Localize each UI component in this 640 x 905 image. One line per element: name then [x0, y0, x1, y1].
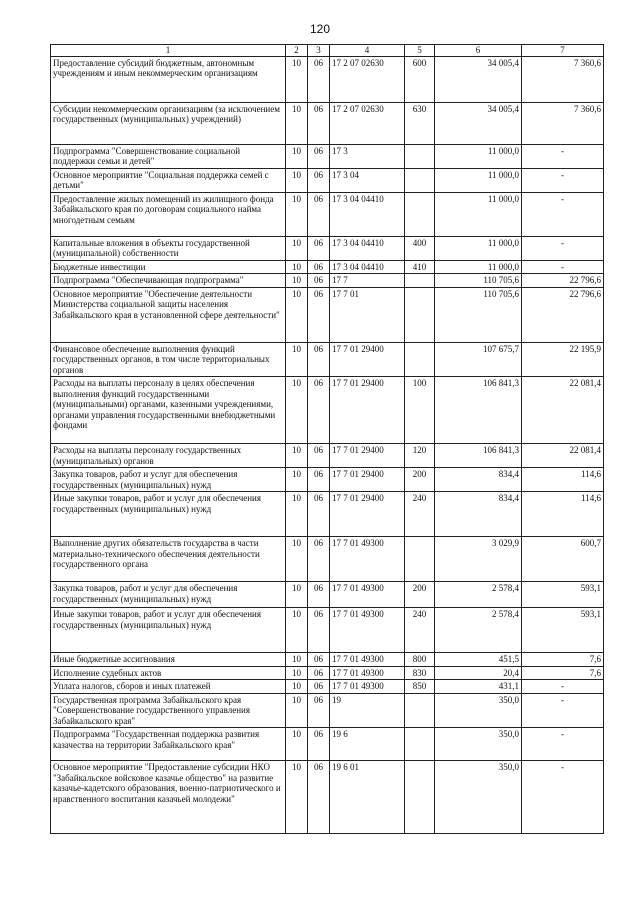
expense-type-code: 240	[405, 608, 435, 653]
target-article-code: 17 2 07 02630	[330, 102, 405, 144]
amount-executed: -	[522, 192, 604, 236]
amount-planned: 451,5	[435, 653, 522, 667]
amount-planned: 350,0	[435, 693, 522, 728]
section-code: 10	[286, 468, 308, 492]
amount-executed: -	[522, 236, 604, 260]
row-description: Расходы на выплаты персоналу государственных (муниципальных) органов	[51, 444, 286, 468]
amount-executed: -	[522, 728, 604, 761]
section-code: 10	[286, 728, 308, 761]
section-code: 10	[286, 680, 308, 694]
target-article-code: 17 7 01 49300	[330, 608, 405, 653]
amount-executed: -	[522, 761, 604, 834]
section-code: 10	[286, 260, 308, 274]
row-description: Подпрограмма "Совершенствование социальной поддержки семьи и детей"	[51, 144, 286, 168]
table-row	[51, 666, 604, 680]
section-code: 10	[286, 287, 308, 342]
row-description: Подпрограмма "Государственная поддержка развития казачества на территории Забайкальского края"	[51, 728, 286, 761]
table-row	[51, 342, 604, 377]
target-article-code: 17 7 01 49300	[330, 680, 405, 694]
subsection-code: 06	[308, 260, 330, 274]
table-row	[51, 492, 604, 537]
table-row	[51, 236, 604, 260]
section-code: 10	[286, 582, 308, 608]
table-row	[51, 377, 604, 444]
expense-type-code: 850	[405, 680, 435, 694]
target-article-code: 17 3 04 04410	[330, 192, 405, 236]
section-code: 10	[286, 56, 308, 102]
amount-planned: 834,4	[435, 468, 522, 492]
target-article-code: 17 7 01 29400	[330, 342, 405, 377]
column-header-3: 3	[308, 45, 330, 57]
target-article-code: 17 3 04	[330, 168, 405, 192]
amount-executed: 7 360,6	[522, 102, 604, 144]
row-description: Основное мероприятие "Обеспечение деятельности Министерства социальной защиты населения Забайкальского края в установленной сфере деятельности"	[51, 287, 286, 342]
target-article-code: 19	[330, 693, 405, 728]
target-article-code: 17 7 01 29400	[330, 492, 405, 537]
column-header-4: 4	[330, 45, 405, 57]
amount-executed: -	[522, 680, 604, 694]
amount-planned: 106 841,3	[435, 444, 522, 468]
row-description: Бюджетные инвестиции	[51, 260, 286, 274]
row-description: Основное мероприятие "Социальная поддержка семей с детьми"	[51, 168, 286, 192]
section-code: 10	[286, 608, 308, 653]
expense-type-code: 630	[405, 102, 435, 144]
target-article-code: 17 7 01 49300	[330, 582, 405, 608]
expense-type-code: 400	[405, 236, 435, 260]
row-description: Закупка товаров, работ и услуг для обеспечения государственных (муниципальных) нужд	[51, 468, 286, 492]
section-code: 10	[286, 144, 308, 168]
section-code: 10	[286, 537, 308, 582]
amount-executed: 22 796,6	[522, 287, 604, 342]
budget-table	[50, 44, 604, 834]
section-code: 10	[286, 342, 308, 377]
target-article-code: 17 7 01 29400	[330, 444, 405, 468]
table-header-row	[51, 45, 604, 57]
row-description: Закупка товаров, работ и услуг для обеспечения государственных (муниципальных) нужд	[51, 582, 286, 608]
amount-planned: 2 578,4	[435, 582, 522, 608]
amount-executed: 7,6	[522, 653, 604, 667]
expense-type-code	[405, 168, 435, 192]
target-article-code: 19 6 01	[330, 761, 405, 834]
table-row	[51, 192, 604, 236]
amount-planned: 11 000,0	[435, 260, 522, 274]
column-header-2: 2	[286, 45, 308, 57]
amount-executed: 22 081,4	[522, 444, 604, 468]
subsection-code: 06	[308, 693, 330, 728]
amount-executed: 114,6	[522, 468, 604, 492]
section-code: 10	[286, 192, 308, 236]
row-description: Подпрограмма "Обеспечивающая подпрограмма"	[51, 274, 286, 288]
target-article-code: 17 3 04 04410	[330, 260, 405, 274]
amount-executed: 7 360,6	[522, 56, 604, 102]
amount-planned: 350,0	[435, 728, 522, 761]
amount-executed: 22 796,6	[522, 274, 604, 288]
target-article-code: 19 6	[330, 728, 405, 761]
amount-planned: 11 000,0	[435, 168, 522, 192]
amount-executed: 593,1	[522, 608, 604, 653]
amount-executed: -	[522, 693, 604, 728]
table-row	[51, 444, 604, 468]
amount-planned: 431,1	[435, 680, 522, 694]
expense-type-code: 410	[405, 260, 435, 274]
expense-type-code	[405, 728, 435, 761]
row-description: Исполнение судебных актов	[51, 666, 286, 680]
section-code: 10	[286, 653, 308, 667]
column-header-5: 5	[405, 45, 435, 57]
page-number: 120	[309, 22, 331, 36]
amount-executed: 600,7	[522, 537, 604, 582]
row-description: Иные закупки товаров, работ и услуг для обеспечения государственных (муниципальных) нужд	[51, 608, 286, 653]
subsection-code: 06	[308, 666, 330, 680]
expense-type-code	[405, 761, 435, 834]
amount-executed: 22 081,4	[522, 377, 604, 444]
expense-type-code: 200	[405, 582, 435, 608]
expense-type-code	[405, 537, 435, 582]
row-description: Иные бюджетные ассигнования	[51, 653, 286, 667]
target-article-code: 17 7	[330, 274, 405, 288]
target-article-code: 17 7 01 29400	[330, 377, 405, 444]
subsection-code: 06	[308, 680, 330, 694]
section-code: 10	[286, 444, 308, 468]
amount-planned: 11 000,0	[435, 144, 522, 168]
amount-planned: 107 675,7	[435, 342, 522, 377]
table-row	[51, 144, 604, 168]
amount-executed: 114,6	[522, 492, 604, 537]
section-code: 10	[286, 236, 308, 260]
expense-type-code: 200	[405, 468, 435, 492]
subsection-code: 06	[308, 444, 330, 468]
column-header-6: 6	[435, 45, 522, 57]
expense-type-code	[405, 192, 435, 236]
column-header-7: 7	[522, 45, 604, 57]
amount-planned: 350,0	[435, 761, 522, 834]
amount-planned: 34 005,4	[435, 56, 522, 102]
subsection-code: 06	[308, 492, 330, 537]
row-description: Государственная программа Забайкальского края "Совершенствование государственного управления Забайкальского края"	[51, 693, 286, 728]
amount-executed: -	[522, 260, 604, 274]
section-code: 10	[286, 168, 308, 192]
row-description: Субсидии некоммерческим организациям (за исключением государственных (муниципальных) учреждений)	[51, 102, 286, 144]
amount-planned: 34 005,4	[435, 102, 522, 144]
amount-executed: 22 195,9	[522, 342, 604, 377]
expense-type-code: 800	[405, 653, 435, 667]
amount-executed: -	[522, 168, 604, 192]
target-article-code: 17 7 01	[330, 287, 405, 342]
table-row	[51, 693, 604, 728]
amount-planned: 110 705,6	[435, 287, 522, 342]
amount-planned: 3 029,9	[435, 537, 522, 582]
subsection-code: 06	[308, 192, 330, 236]
amount-planned: 2 578,4	[435, 608, 522, 653]
table-row	[51, 468, 604, 492]
amount-planned: 20,4	[435, 666, 522, 680]
table-row	[51, 582, 604, 608]
subsection-code: 06	[308, 274, 330, 288]
amount-executed: 593,1	[522, 582, 604, 608]
subsection-code: 06	[308, 56, 330, 102]
expense-type-code: 240	[405, 492, 435, 537]
expense-type-code: 600	[405, 56, 435, 102]
amount-planned: 11 000,0	[435, 236, 522, 260]
target-article-code: 17 2 07 02630	[330, 56, 405, 102]
section-code: 10	[286, 666, 308, 680]
section-code: 10	[286, 761, 308, 834]
target-article-code: 17 7 01 49300	[330, 537, 405, 582]
target-article-code: 17 3	[330, 144, 405, 168]
section-code: 10	[286, 274, 308, 288]
row-description: Предоставление субсидий бюджетным, автономным учреждениям и иным некоммерческим организациям	[51, 56, 286, 102]
expense-type-code: 830	[405, 666, 435, 680]
subsection-code: 06	[308, 287, 330, 342]
amount-planned: 106 841,3	[435, 377, 522, 444]
table-row	[51, 168, 604, 192]
subsection-code: 06	[308, 608, 330, 653]
expense-type-code	[405, 274, 435, 288]
amount-planned: 834,4	[435, 492, 522, 537]
section-code: 10	[286, 377, 308, 444]
row-description: Основное мероприятие "Предоставление субсидии НКО "Забайкальское войсковое казачье общество" на развитие казачье-кадетского образования, военно-патриотического и нравственного воспитания казачьей молодежи"	[51, 761, 286, 834]
amount-planned: 11 000,0	[435, 192, 522, 236]
amount-executed: 7,6	[522, 666, 604, 680]
table-row	[51, 260, 604, 274]
expense-type-code	[405, 693, 435, 728]
row-description: Выполнение других обязательств государства в части материально-технического обеспечения деятельности государственного органа	[51, 537, 286, 582]
subsection-code: 06	[308, 582, 330, 608]
table-row	[51, 608, 604, 653]
table-row	[51, 680, 604, 694]
row-description: Капитальные вложения в объекты государственной (муниципальной) собственности	[51, 236, 286, 260]
section-code: 10	[286, 102, 308, 144]
target-article-code: 17 7 01 29400	[330, 468, 405, 492]
section-code: 10	[286, 693, 308, 728]
target-article-code: 17 7 01 49300	[330, 666, 405, 680]
table-row	[51, 287, 604, 342]
expense-type-code: 120	[405, 444, 435, 468]
subsection-code: 06	[308, 728, 330, 761]
target-article-code: 17 3 04 04410	[330, 236, 405, 260]
subsection-code: 06	[308, 377, 330, 444]
row-description: Финансовое обеспечение выполнения функций государственных органов, в том числе территориальных органов	[51, 342, 286, 377]
amount-planned: 110 705,6	[435, 274, 522, 288]
subsection-code: 06	[308, 236, 330, 260]
table-row	[51, 56, 604, 102]
expense-type-code	[405, 287, 435, 342]
subsection-code: 06	[308, 144, 330, 168]
amount-executed: -	[522, 144, 604, 168]
subsection-code: 06	[308, 168, 330, 192]
table-row	[51, 102, 604, 144]
row-description: Предоставление жилых помещений из жилищного фонда Забайкальского края по договорам социального найма многодетным семьям	[51, 192, 286, 236]
column-header-1: 1	[51, 45, 286, 57]
table-row	[51, 274, 604, 288]
table-row	[51, 537, 604, 582]
subsection-code: 06	[308, 468, 330, 492]
subsection-code: 06	[308, 102, 330, 144]
table-row	[51, 761, 604, 834]
table-row	[51, 728, 604, 761]
table-row	[51, 653, 604, 667]
subsection-code: 06	[308, 653, 330, 667]
target-article-code: 17 7 01 49300	[330, 653, 405, 667]
expense-type-code: 100	[405, 377, 435, 444]
section-code: 10	[286, 492, 308, 537]
subsection-code: 06	[308, 537, 330, 582]
expense-type-code	[405, 342, 435, 377]
subsection-code: 06	[308, 342, 330, 377]
expense-type-code	[405, 144, 435, 168]
row-description: Расходы на выплаты персоналу в целях обеспечения выполнения функций государственными (муниципальными) органами, казенными учреждениями, органами управления государственными внебюджетными фондами	[51, 377, 286, 444]
row-description: Уплата налогов, сборов и иных платежей	[51, 680, 286, 694]
row-description: Иные закупки товаров, работ и услуг для обеспечения государственных (муниципальных) нужд	[51, 492, 286, 537]
subsection-code: 06	[308, 761, 330, 834]
